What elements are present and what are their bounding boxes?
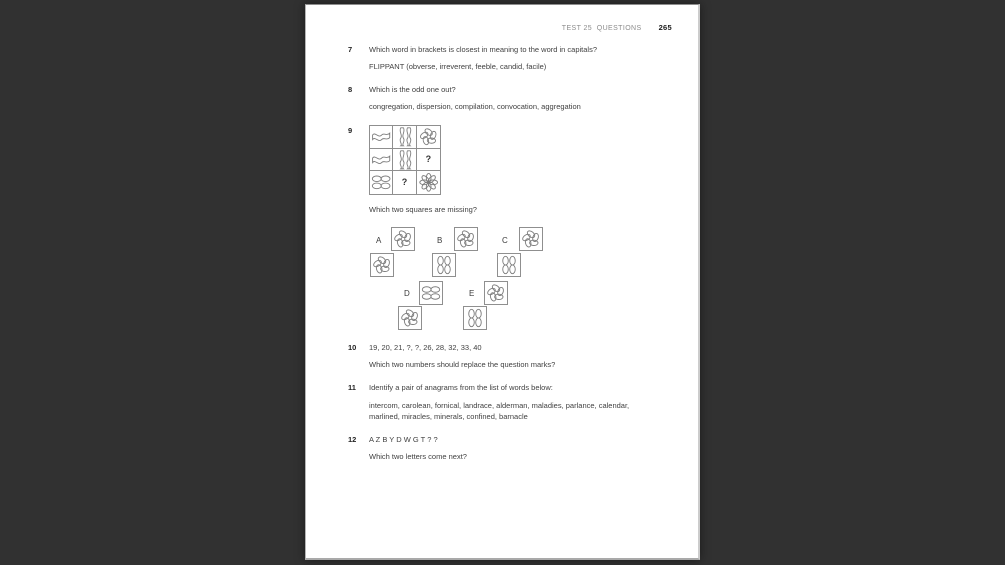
pattern-wave-h-icon <box>370 126 392 148</box>
option-b-label: B <box>437 236 443 245</box>
option-d-bottom-square <box>398 306 422 330</box>
option-e-top-square <box>484 281 508 305</box>
pattern-pinwheel-icon <box>485 282 507 304</box>
option-b-top-square <box>454 227 478 251</box>
pattern-pinwheel-icon <box>392 228 414 250</box>
grid-cell-8 <box>393 171 416 194</box>
question-10-number: 10 <box>348 343 357 352</box>
pattern-ovals-h-icon <box>370 171 392 194</box>
pattern-pinwheel-icon <box>417 126 440 148</box>
pattern-wave-v-icon <box>393 149 415 171</box>
question-7-text: Which word in brackets is closest in meaning to the word in capitals? <box>369 45 598 54</box>
pattern-ovals-v-icon <box>433 254 455 276</box>
option-e-bottom-square <box>463 306 487 330</box>
option-b-bottom-square <box>432 253 456 277</box>
pattern-pinwheel-icon <box>399 307 421 329</box>
question-7-number: 7 <box>348 45 353 54</box>
pattern-pinwheel-icon <box>455 228 477 250</box>
pattern-pinwheel-icon <box>371 254 393 276</box>
grid-cell-9 <box>417 171 440 194</box>
question-12-text: Which two letters come next? <box>369 452 467 461</box>
option-a-bottom-square <box>370 253 394 277</box>
grid-cell-4 <box>370 149 393 172</box>
grid-cell-2 <box>393 126 416 149</box>
running-head: TEST 25 QUESTIONS <box>561 25 642 32</box>
grid-cell-3 <box>417 126 440 149</box>
question-8-number: 8 <box>348 85 353 94</box>
pattern-rosette-icon <box>417 171 440 194</box>
pattern-pinwheel-icon <box>520 228 542 250</box>
grid-cell-5 <box>393 149 416 172</box>
pattern-wave-v-icon <box>393 126 415 148</box>
question-10-sequence: 19, 20, 21, ?, ?, 26, 28, 32, 33, 40 <box>369 343 482 352</box>
grid-cell-6 <box>417 149 440 172</box>
question-9-prompt: Which two squares are missing? <box>369 205 477 214</box>
question-12-sequence: A Z B Y D W G T ? ? <box>369 435 438 444</box>
question-8-word-list: congregation, dispersion, compilation, convocation, aggregation <box>369 102 581 111</box>
question-9-number: 9 <box>348 126 353 135</box>
question-12-number: 12 <box>348 435 357 444</box>
option-c-label: C <box>502 236 508 245</box>
question-7-answer-options: FLIPPANT (obverse, irreverent, feeble, candid, facile) <box>369 62 547 71</box>
question-10-text: Which two numbers should replace the question marks? <box>369 360 556 369</box>
pattern-wave-h-icon <box>370 149 392 171</box>
option-a-label: A <box>376 236 382 245</box>
document-page <box>305 4 700 560</box>
puzzle-grid <box>369 125 441 195</box>
page-header <box>562 23 672 32</box>
pattern-ovals-h-icon <box>420 282 442 304</box>
pattern-ovals-v-icon <box>498 254 520 276</box>
question-11-word-list-line-1: intercom, carolean, fornical, landrace, alderman, maladies, parlance, calendar, <box>369 401 630 410</box>
question-mark: ? <box>401 177 408 188</box>
option-c-bottom-square <box>497 253 521 277</box>
option-c-top-square <box>519 227 543 251</box>
option-d-top-square <box>419 281 443 305</box>
question-11-text: Identify a pair of anagrams from the list of words below: <box>369 383 553 392</box>
option-d-label: D <box>404 289 410 298</box>
option-e-label: E <box>469 289 475 298</box>
grid-cell-7 <box>370 171 393 194</box>
question-11-number: 11 <box>348 383 356 392</box>
question-8-text: Which is the odd one out? <box>369 85 456 94</box>
option-a-top-square <box>391 227 415 251</box>
grid-cell-1 <box>370 126 393 149</box>
pattern-ovals-v-icon <box>464 307 486 329</box>
question-mark: ? <box>425 153 432 164</box>
question-11-word-list-line-2: marlined, miracles, minerals, confined, barnacle <box>369 412 528 421</box>
page-number: 265 <box>658 23 672 32</box>
